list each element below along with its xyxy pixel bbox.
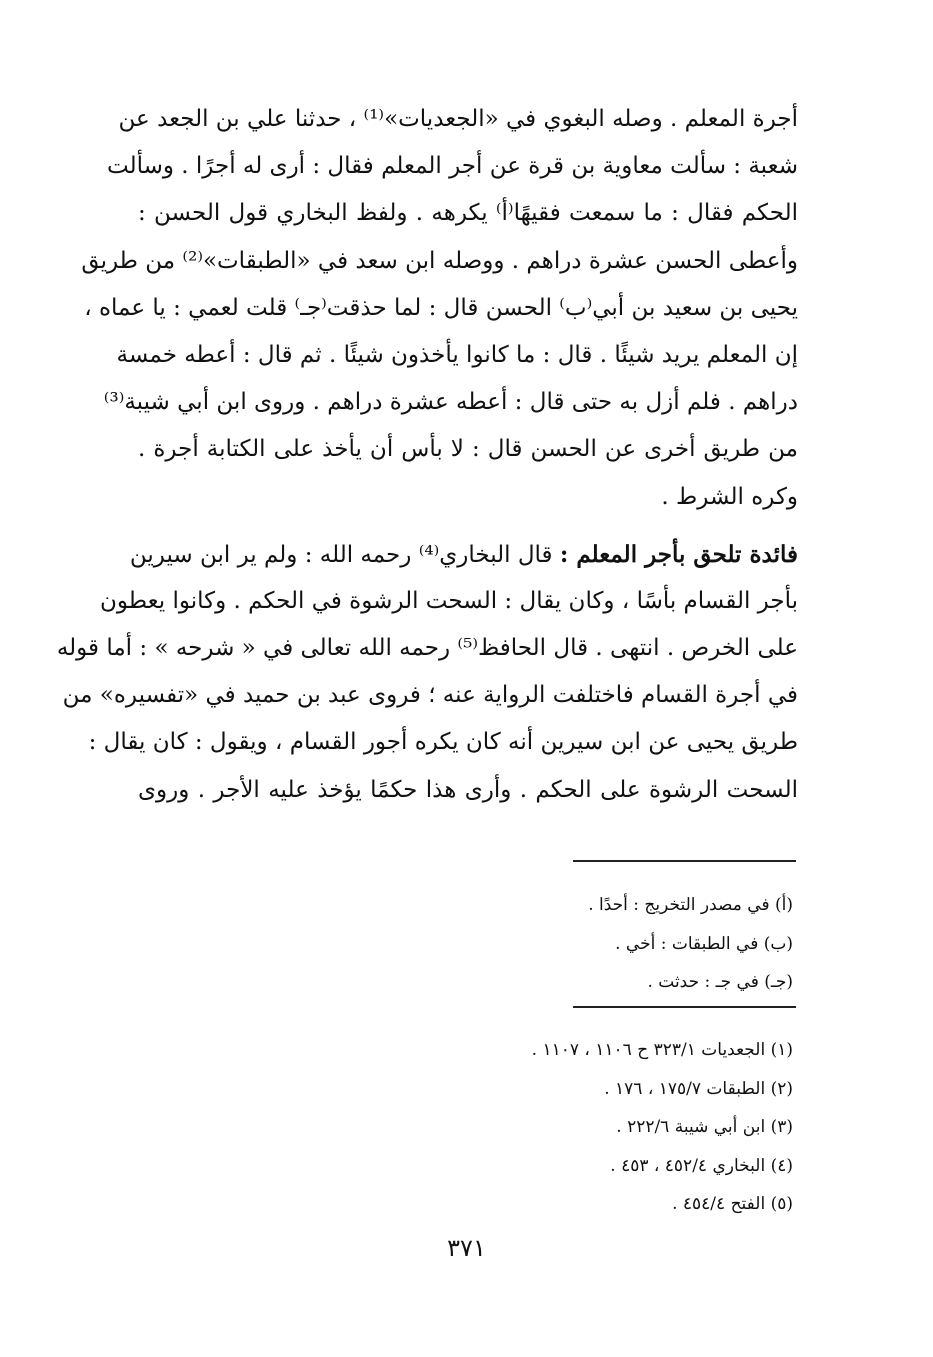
text-line: من طريق أخرى عن الحسن قال : لا بأس أن يأخذ على الكتابة أجرة . bbox=[138, 436, 798, 463]
footnote: (أ) في مصدر التخريج : أحدًا . bbox=[588, 895, 793, 915]
footnote-divider bbox=[573, 860, 796, 862]
footnote-divider bbox=[573, 1006, 796, 1008]
text-line: بأجر القسام بأسًا ، وكان يقال : السحت الرشوة في الحكم . وكانوا يعطون bbox=[100, 587, 798, 614]
text-line: وأعطى الحسن عشرة دراهم . ووصله ابن سعد في «الطبقات»⁽²⁾ من طريق bbox=[81, 247, 798, 274]
footnote: (٢) الطبقات ١٧٥/٧ ، ١٧٦ . bbox=[604, 1078, 793, 1099]
text-line: الحكم فقال : ما سمعت فقيهًا⁽أ⁾ يكرهه . ولفظ البخاري قول الحسن : bbox=[138, 200, 798, 227]
footnote: (٣) ابن أبي شيبة ٢٢٢/٦ . bbox=[616, 1117, 793, 1137]
footnote: (٥) الفتح ٤٥٤/٤ . bbox=[672, 1194, 793, 1214]
text-line: يحيى بن سعيد بن أبي⁽ب⁾ الحسن قال : لما حذقت⁽جـ⁾ قلت لعمي : يا عماه ، bbox=[84, 294, 798, 321]
text-line: طريق يحيى عن ابن سيرين أنه كان يكره أجور القسام ، ويقول : كان يقال : bbox=[88, 729, 798, 756]
variant-notes bbox=[588, 886, 793, 1002]
text-line: في أجرة القسام فاختلفت الرواية عنه ؛ فروى عبد بن حميد في «تفسيره» من bbox=[62, 682, 798, 709]
main-text bbox=[56, 96, 798, 814]
source-notes bbox=[532, 1031, 793, 1224]
footnote: (ب) في الطبقات : أخي . bbox=[615, 933, 793, 954]
page-number: ٣٧١ bbox=[447, 1234, 486, 1262]
text-line: على الخرص . انتهى . قال الحافظ⁽⁵⁾ رحمه الله تعالى في « شرحه » : أما قوله bbox=[56, 635, 798, 662]
text-line bbox=[129, 531, 798, 578]
text-line: إن المعلم يريد شيئًا . قال : ما كانوا يأخذون شيئًا . ثم قال : أعطه خمسة bbox=[116, 341, 798, 368]
text-line: أجرة المعلم . وصله البغوي في «الجعديات»⁽¹⁾ ، حدثنا علي بن الجعد عن bbox=[118, 106, 798, 132]
footnote: (١) الجعديات ٣٢٣/١ ح ١١٠٦ ، ١١٠٧ . bbox=[531, 1040, 793, 1060]
footnote: (جـ) في جـ : حدثت . bbox=[647, 972, 793, 992]
text-line: السحت الرشوة على الحكم . وأرى هذا حكمًا يؤخذ عليه الأجر . وروى bbox=[138, 776, 798, 803]
footnote: (٤) البخاري ٤٥٢/٤ ، ٤٥٣ . bbox=[610, 1155, 793, 1176]
section-heading: فائدة تلحق بأجر المعلم : bbox=[559, 540, 798, 568]
text-line: دراهم . فلم أزل به حتى قال : أعطه عشرة دراهم . وروى ابن أبي شيبة⁽³⁾ bbox=[103, 389, 798, 416]
text-line: وكره الشرط . bbox=[661, 483, 798, 510]
text-span: قال البخاري⁽⁴⁾ رحمه الله : ولم ير ابن سيرين bbox=[129, 541, 560, 568]
text-line: شعبة : سألت معاوية بن قرة عن أجر المعلم فقال : أرى له أجرًا . وسألت bbox=[107, 153, 798, 180]
